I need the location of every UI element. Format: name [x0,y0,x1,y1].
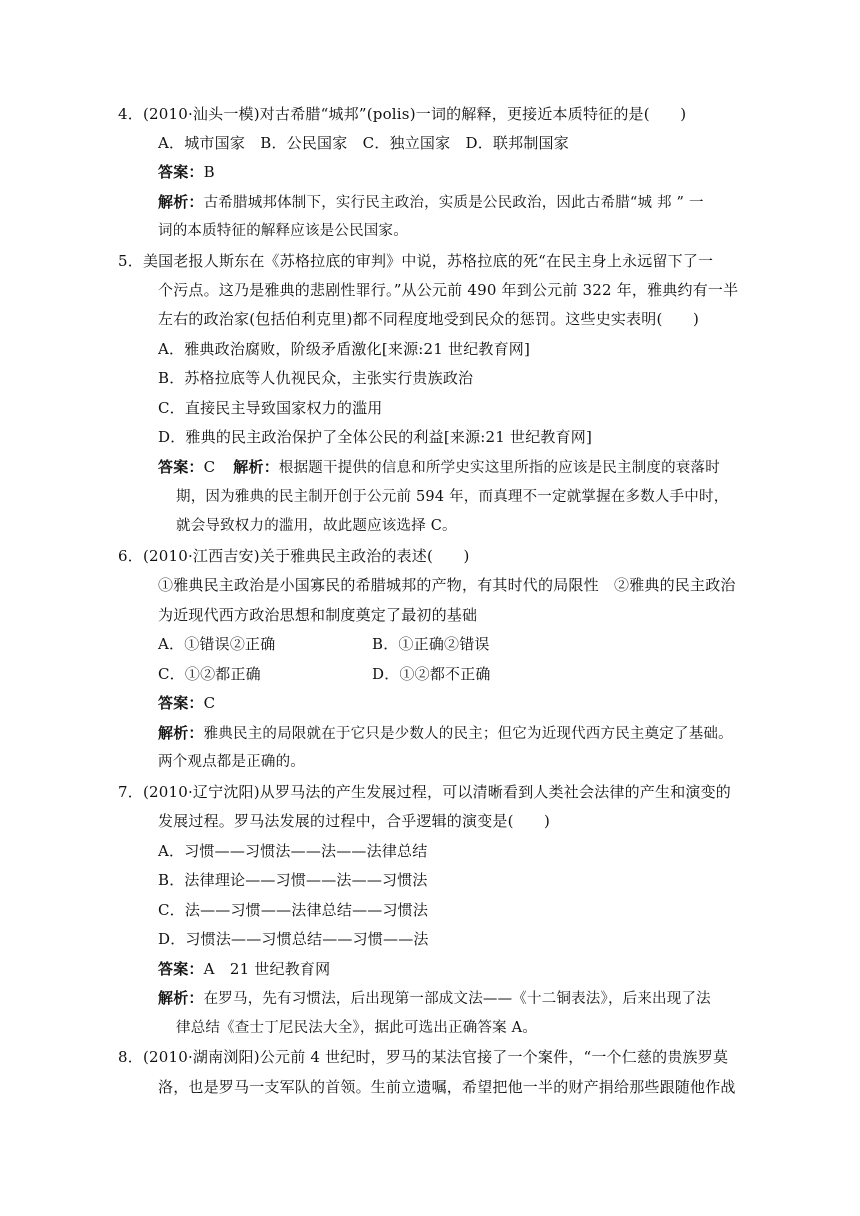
answer-value: B [203,163,215,181]
analysis-text: 根据题干提供的信息和所学史实这里所指的应该是民主制度的衰落时 [278,460,720,476]
q8-stem-line-2: 洛，也是罗马一支军队的首领。生前立遗嘱，希望把他一半的财产捐给那些跟随他作战 [158,1078,736,1096]
q7-option-c: C．法——习惯——法律总结——习惯法 [158,901,429,919]
q6-stem-line-2: ①雅典民主政治是小国寡民的希腊城邦的产物，有其时代的局限性 ②雅典的民主政治 [158,576,736,594]
answer-label: 答案： [158,960,204,978]
analysis-text: 在罗马，先有习惯法，后出现第一部成文法——《十二铜表法》，后来出现了法 [203,991,711,1007]
q5-answer-analysis [158,457,720,478]
q6-option-d: D．①②都不正确 [372,665,491,683]
answer-value: C [203,694,216,712]
q6-analysis-line-2: 两个观点都是正确的。 [158,754,305,770]
analysis-text: 雅典民主的局限就在于它只是少数人的民主；但它为近现代西方民主奠定了基础。 [203,726,733,742]
analysis-label: 解析： [158,193,204,211]
q5-option-d: D．雅典的民主政治保护了全体公民的利益[来源:21 世纪教育网] [158,428,593,446]
q6-option-a: A．①错误②正确 [158,635,276,653]
q4-analysis-line-1 [158,192,704,213]
answer-value: A 21 世纪教育网 [203,960,331,978]
q4-answer [158,162,215,182]
q7-option-d: D．习惯法——习惯总结——习惯——法 [158,930,429,948]
q8-stem-line-1: 8．(2010·湖南浏阳)公元前 4 世纪时，罗马的某法官接了一个案件，“一个仁慈的贵族罗莫 [118,1048,729,1066]
q4-options: A．城市国家 B．公民国家 C．独立国家 D．联邦制国家 [158,134,569,152]
q7-analysis-line-1 [158,988,711,1009]
q7-stem-line-2: 发展过程。罗马法发展的过程中，合乎逻辑的演变是( ) [158,812,551,830]
q7-stem-line-1: 7．(2010·辽宁沈阳)从罗马法的产生发展过程，可以清晰看到人类社会法律的产生和演变的 [118,783,731,801]
q6-stem-line-1: 6．(2010·江西吉安)关于雅典民主政治的表述( ) [118,547,470,565]
q5-option-b: B．苏格拉底等人仇视民众，主张实行贵族政治 [158,369,474,387]
q7-analysis-line-2: 律总结《查士丁尼民法大全》，据此可选出正确答案 A。 [176,1020,538,1036]
q5-stem-line-1: 5．美国老报人斯东在《苏格拉底的审判》中说，苏格拉底的死“在民主身上永远留下了一 [118,252,714,270]
q5-analysis-line-3: 就会导致权力的滥用，故此题应该选择 C。 [176,518,457,534]
q4-analysis-line-2: 词的本质特征的解释应该是公民国家。 [158,223,408,239]
analysis-label: 解析： [158,989,204,1007]
analysis-label: 解析： [158,724,204,742]
answer-label: 答案： [158,163,204,181]
q7-option-b: B．法律理论——习惯——法——习惯法 [158,871,428,889]
answer-label: 答案： [158,458,204,476]
analysis-label: 解析： [233,458,279,476]
q7-option-a: A．习惯——习惯法——法——法律总结 [158,842,428,860]
q6-option-c: C．①②都正确 [158,665,261,683]
q6-answer [158,693,215,713]
q7-answer [158,959,330,979]
q5-analysis-line-2: 期，因为雅典的民主制开创于公元前 594 年，而真理不一定就掌握在多数人手中时， [176,489,729,505]
answer-label: 答案： [158,694,204,712]
q5-stem-line-3: 左右的政治家(包括伯利克里)都不同程度地受到民众的惩罚。这些史实表明( ) [158,310,700,328]
q5-option-a: A．雅典政治腐败，阶级矛盾激化[来源:21 世纪教育网] [158,340,531,358]
analysis-text: 古希腊城邦体制下，实行民主政治，实质是公民政治，因此古希腊“城 邦 ” 一 [203,195,704,211]
q4-stem-line-1: 4．(2010·汕头一模)对古希腊“城邦”(polis)一词的解释，更接近本质特征的是( ) [118,105,687,123]
answer-value: C [203,458,216,476]
q5-option-c: C．直接民主导致国家权力的滥用 [158,399,383,417]
q6-option-b: B．①正确②错误 [372,635,490,653]
q5-stem-line-2: 个污点。这乃是雅典的悲剧性罪行。”从公元前 490 年到公元前 322 年，雅典约有一半 [158,281,739,299]
q6-stem-line-3: 为近现代西方政治思想和制度奠定了最初的基础 [158,606,478,624]
q6-analysis-line-1 [158,723,733,744]
